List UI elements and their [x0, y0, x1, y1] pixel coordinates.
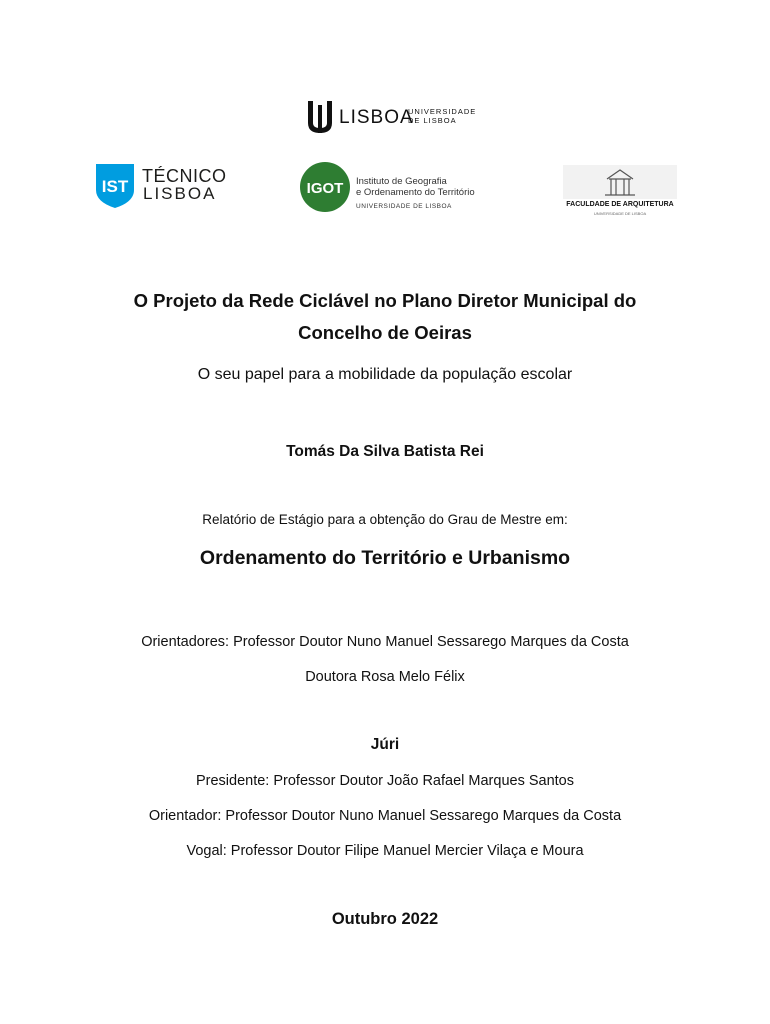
ulisboa-logo — [308, 101, 477, 133]
jury-advisor: Orientador: Professor Doutor Nuno Manuel Sessarego Marques da Costa — [148, 808, 622, 824]
jury-president: Presidente: Professor Doutor João Rafael Marques Santos — [195, 773, 574, 789]
thesis-subtitle: O seu papel para a mobilidade da população escolar — [197, 366, 573, 383]
author-name: Tomás Da Silva Batista Rei — [286, 443, 484, 460]
fa-wordmark: FACULDADE DE ARQUITETURA — [566, 201, 674, 208]
fa-building-icon — [563, 165, 677, 199]
thesis-title — [0, 285, 770, 349]
ulisboa-u-icon — [308, 101, 332, 133]
fa-subtext: UNIVERSIDADE DE LISBOA — [593, 211, 647, 216]
ist-shield-icon — [96, 164, 134, 208]
advisors-line1: Orientadores: Professor Doutor Nuno Manuel Sessarego Marques da Costa — [141, 634, 629, 650]
jury-vogal: Vogal: Professor Doutor Filipe Manuel Mercier Vilaça e Moura — [186, 843, 584, 859]
svg-text:IGOT: IGOT — [306, 180, 344, 197]
thesis-title-line2: Concelho de Oeiras — [298, 322, 472, 343]
jury-heading: Júri — [370, 736, 400, 753]
svg-text:IST: IST — [101, 177, 129, 196]
igot-line2: e Ordenamento do Território — [356, 187, 475, 198]
submission-date: Outubro 2022 — [331, 910, 439, 928]
igot-line3: UNIVERSIDADE DE LISBOA — [356, 203, 452, 210]
thesis-title-line1: O Projeto da Rede Ciclável no Plano Diretor Municipal do — [133, 290, 637, 311]
igot-logo — [300, 162, 475, 216]
faculdade-arquitetura-logo — [563, 165, 677, 217]
tecnico-wordmark: TÉCNICO — [142, 166, 227, 186]
advisors-line2: Doutora Rosa Melo Félix — [305, 669, 465, 685]
ulisboa-wordmark: LISBOA — [339, 107, 414, 128]
degree-intro: Relatório de Estágio para a obtenção do Grau de Mestre em: — [202, 512, 568, 527]
ulisboa-subtext: UNIVERSIDADE DE LISBOA — [408, 107, 477, 125]
tecnico-lisboa-wordmark: LISBOA — [143, 184, 217, 203]
igot-circle-icon — [300, 162, 350, 212]
tecnico-lisboa-logo — [96, 164, 226, 210]
igot-line1: Instituto de Geografia — [356, 176, 447, 187]
degree-name: Ordenamento do Território e Urbanismo — [199, 547, 571, 569]
